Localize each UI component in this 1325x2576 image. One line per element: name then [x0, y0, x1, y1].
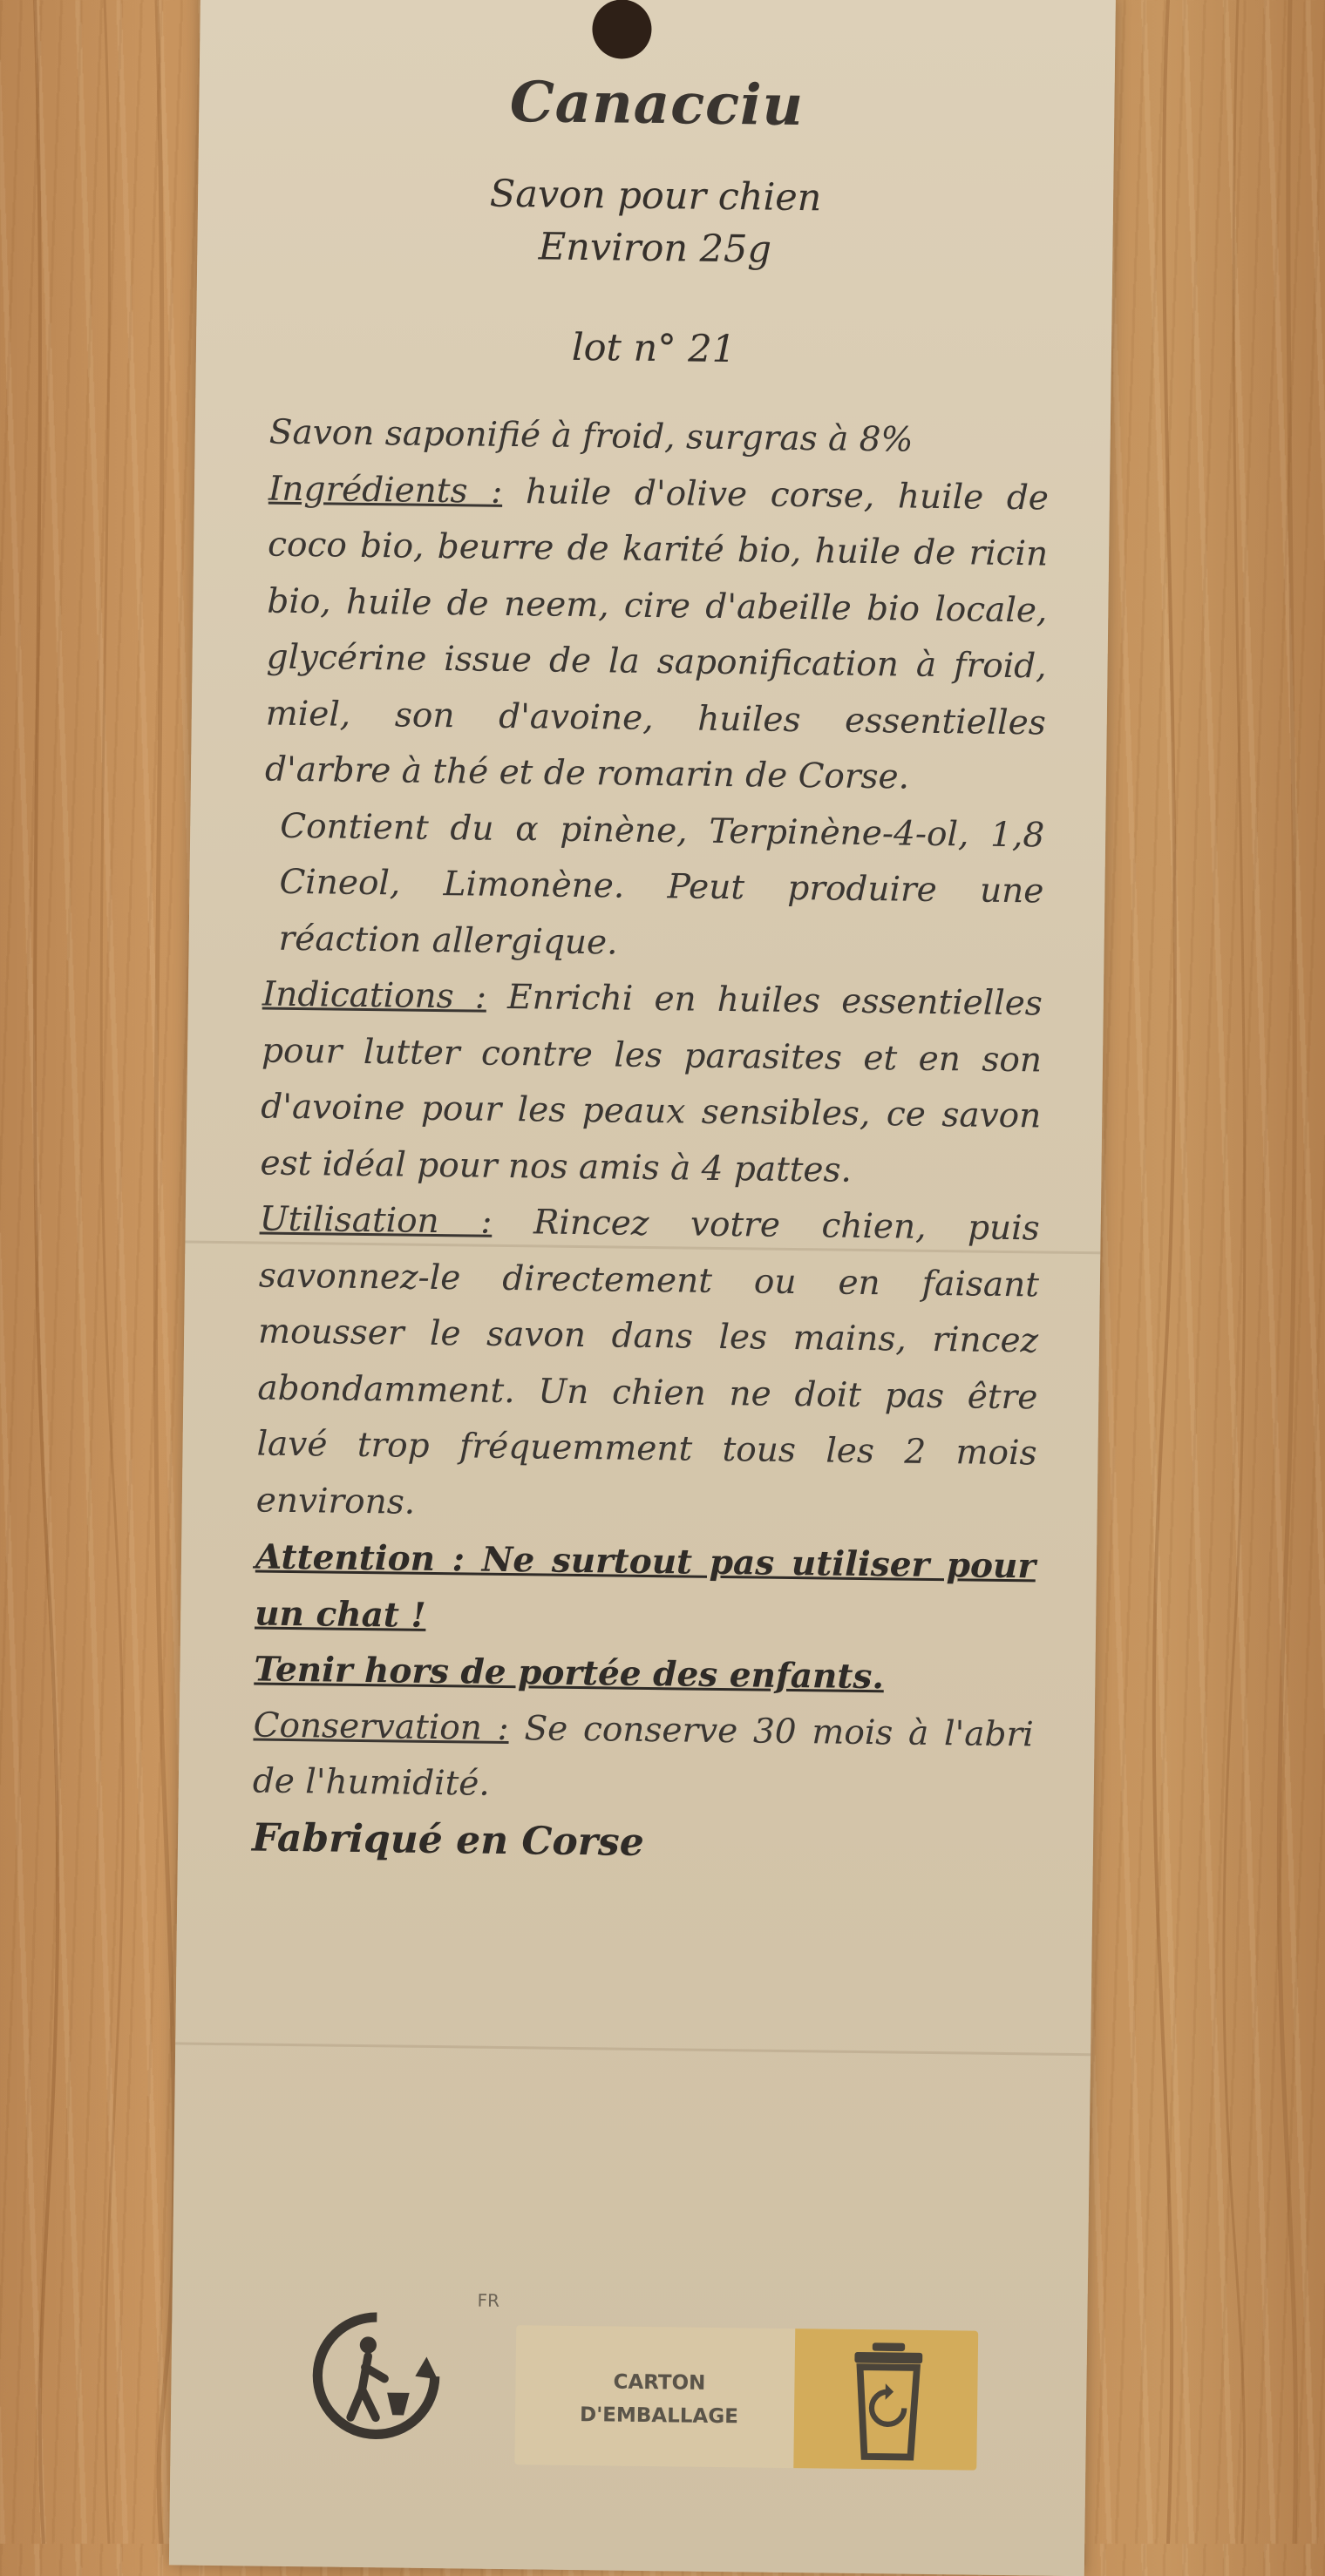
- ingredients-text: huile d'olive corse, huile de coco bio, beurre de karité bio, huile de ricin bio, huile de neem, cire d'abeille bio locale, glycérine issue de la saponification à froid, miel, son d'avoine, huiles essentielles d'arbre à thé et de romarin de Corse.: [264, 471, 1050, 797]
- packaging-material: CARTON: [613, 2370, 706, 2395]
- label-fold: [175, 2042, 1091, 2056]
- allergens-text: Contient du α pinène, Terpinène-4-ol, 1,8 Cineol, Limonène. Peut produire une réaction allergique.: [278, 806, 1045, 963]
- conservation-paragraph: [252, 1698, 1034, 1820]
- usage-heading: Utilisation :: [259, 1199, 493, 1242]
- product-title: Canacciu: [509, 69, 805, 139]
- conservation-heading: Conservation :: [253, 1705, 510, 1748]
- ingredients-heading: Ingrédients :: [268, 469, 503, 512]
- intro-text: Savon saponifié à froid, surgras à 8%: [268, 412, 914, 460]
- cat-warning: Attention : Ne surtout pas utiliser pour un chat !: [254, 1536, 1036, 1636]
- lot-number: lot n° 21: [571, 325, 737, 372]
- ingredients-paragraph: [265, 461, 1050, 808]
- packaging-panel: [514, 2325, 978, 2470]
- children-warning: Tenir hors de portée des enfants.: [254, 1649, 885, 1698]
- product-label: [169, 0, 1116, 2576]
- subtitle-line: Savon pour chien: [489, 172, 822, 220]
- recycling-info: [170, 2286, 1088, 2498]
- made-in: Fabriqué en Corse: [251, 1814, 645, 1865]
- usage-paragraph: [255, 1192, 1040, 1539]
- hang-hole: [592, 0, 652, 59]
- recycling-bin-icon: [846, 2340, 930, 2463]
- conservation-text: Se conserve 30 mois à l'abri de l'humidité.: [252, 1708, 1034, 1804]
- country-code: FR: [477, 2289, 500, 2311]
- indications-text: Enrichi en huiles essentielles pour lutter contre les parasites et en son d'avoine pour les peaux sensibles, ce savon est idéal pour nos amis à 4 pattes.: [260, 977, 1043, 1190]
- triman-icon: [306, 2305, 447, 2446]
- packaging-type: D'EMBALLAGE: [579, 2403, 739, 2429]
- usage-text: Rincez votre chien, puis savonnez-le directement ou en faisant mousser le savon dans les mains, rincez abondamment. Un chien ne doit pas être lavé trop fréquemment tous les 2 mois environs.: [255, 1202, 1040, 1522]
- product-subtitle: [197, 165, 1113, 281]
- indications-paragraph: [260, 967, 1043, 1202]
- packaging-label: [546, 2365, 773, 2434]
- subtitle-weight: Environ 25g: [538, 225, 772, 272]
- label-body: [252, 405, 1050, 1876]
- indications-heading: Indications :: [262, 974, 487, 1017]
